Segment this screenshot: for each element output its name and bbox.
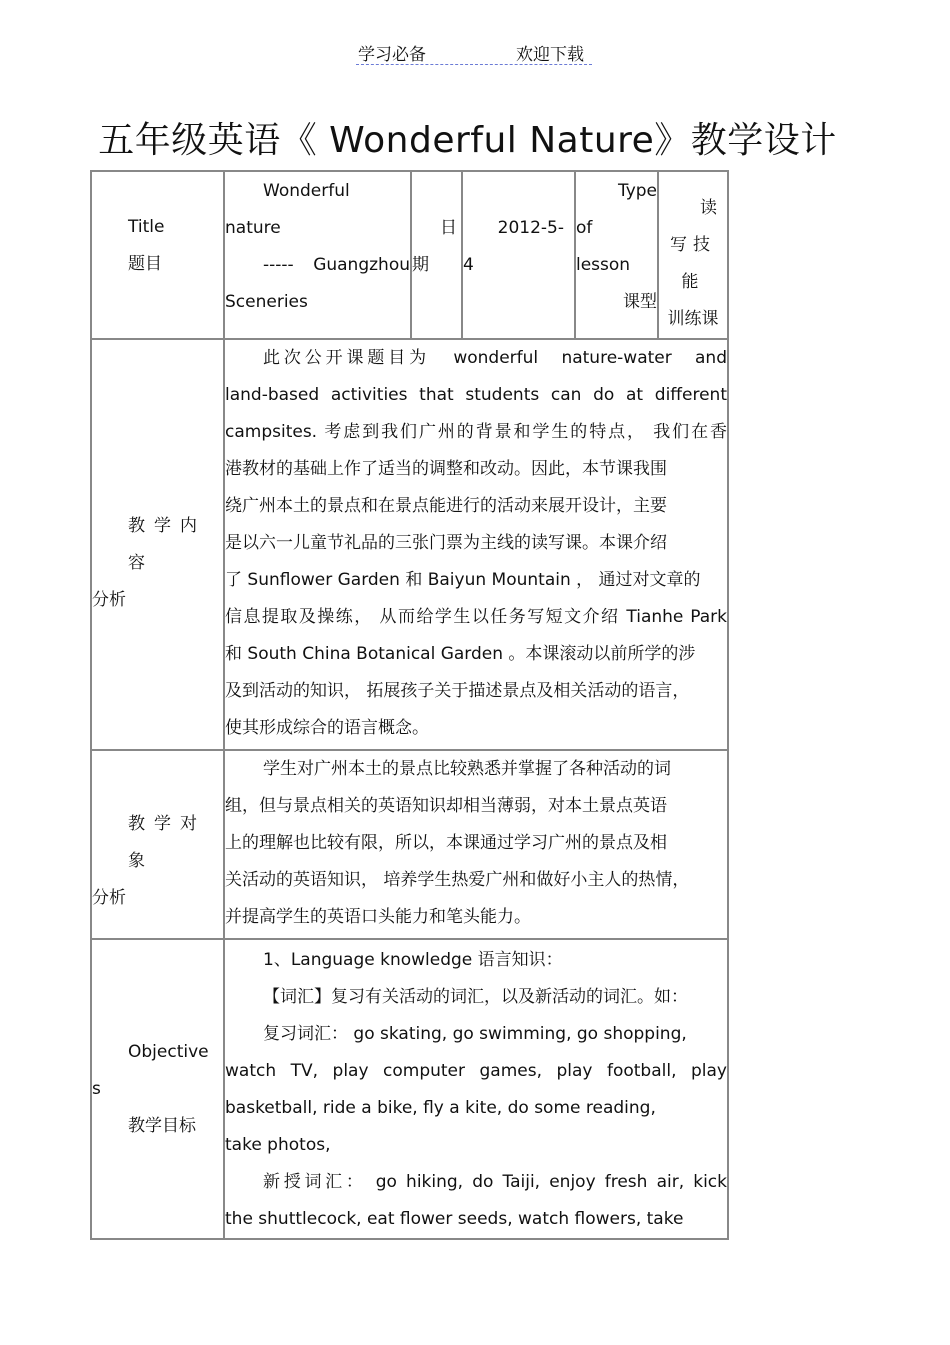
content-line: 和 South China Botanical Garden 。本课滚动以前所学的涉 xyxy=(225,644,696,664)
header-left-text: 学习必备 xyxy=(358,45,426,65)
student-analysis-label-1: 教学对象 xyxy=(128,814,206,871)
content-analysis-label-1: 教学内容 xyxy=(128,516,206,573)
date-label-top: 日 xyxy=(440,218,457,238)
student-line: 组，但与景点相关的英语知识却相当薄弱，对本土景点英语 xyxy=(225,796,667,816)
content-analysis-text-cell xyxy=(224,339,728,750)
date-value-cell xyxy=(462,171,575,339)
content-line: 了 Sunflower Garden 和 Baiyun Mountain ， 通过对文章的 xyxy=(225,570,701,590)
lesson-plan-table xyxy=(90,170,729,1240)
student-line: 上的理解也比较有限，所以，本课通过学习广州的景点及相 xyxy=(225,833,667,853)
content-line: land-based activities that students can do at different xyxy=(225,385,727,405)
content-line: 是以六一儿童节礼品的三张门票为主线的读写课。本课介绍 xyxy=(225,533,667,553)
date-value-top: 2012-5- xyxy=(497,218,564,238)
document-title: 五年级英语《 Wonderful Nature》教学设计 xyxy=(98,120,837,161)
topic-line-3 xyxy=(225,247,410,284)
table-row-student-analysis xyxy=(91,750,728,939)
type-label-line-1: Type xyxy=(617,181,657,201)
date-value-bottom: 4 xyxy=(463,255,474,275)
content-line: 此次公开课题目为 wonderful nature-water and xyxy=(263,348,727,368)
table-row-objectives xyxy=(91,939,728,1239)
type-label-line-2: of xyxy=(576,218,593,238)
student-line: 关活动的英语知识， 培养学生热爱广州和做好小主人的热情， xyxy=(225,870,690,890)
objective-line: take photos, xyxy=(225,1135,331,1155)
table-row-content-analysis xyxy=(91,339,728,750)
student-line: 并提高学生的英语口头能力和笔头能力。 xyxy=(225,907,531,927)
type-value-line-3: 训练课 xyxy=(667,309,719,329)
topic-city: Guangzhou xyxy=(313,255,410,275)
topic-cell xyxy=(224,171,411,339)
date-label-cell xyxy=(411,171,462,339)
content-line: 港教材的基础上作了适当的调整和改动。因此，本节课我围 xyxy=(225,459,667,479)
title-label-cn: 题目 xyxy=(128,254,162,274)
header-right-text: 欢迎下载 xyxy=(516,45,584,65)
objective-line: the shuttlecock, eat flower seeds, watch flowers, take xyxy=(225,1209,684,1229)
objective-line: 复习词汇： go skating, go swimming, go shopping, xyxy=(263,1024,687,1044)
topic-line-1: Wonderful xyxy=(263,181,350,201)
student-analysis-label-2: 分析 xyxy=(92,888,126,908)
topic-dashes: ----- xyxy=(263,255,294,275)
title-label-en: Title xyxy=(128,217,165,237)
type-label-line-3: lesson xyxy=(576,255,631,275)
topic-line-4: Sceneries xyxy=(225,292,308,312)
content-analysis-label-cell xyxy=(91,339,224,750)
type-label-cell xyxy=(575,171,658,339)
objective-line: 1、Language knowledge 语言知识： xyxy=(263,950,563,970)
content-line: campsites. 考虑到我们广州的背景和学生的特点， 我们在香 xyxy=(225,422,727,442)
objectives-label-3: 教学目标 xyxy=(128,1116,196,1136)
topic-line-2: nature xyxy=(225,218,281,238)
content-analysis-label-2: 分析 xyxy=(92,590,126,610)
page-header xyxy=(356,40,592,65)
objective-line: basketball, ride a bike, fly a kite, do some reading, xyxy=(225,1098,656,1118)
type-value-line-1: 读 xyxy=(700,198,717,218)
objectives-label-1: Objective xyxy=(128,1042,209,1062)
title-label-cell xyxy=(91,171,224,339)
content-line: 使其形成综合的语言概念。 xyxy=(225,718,429,738)
objectives-label-cell xyxy=(91,939,224,1239)
date-label-bottom: 期 xyxy=(412,255,429,275)
objective-line: 新授词汇： go hiking, do Taiji, enjoy fresh air, kick xyxy=(263,1172,727,1192)
table-row-title xyxy=(91,171,728,339)
content-line: 及到活动的知识， 拓展孩子关于描述景点及相关活动的语言， xyxy=(225,681,690,701)
objective-line: 【词汇】复习有关活动的词汇，以及新活动的词汇。如： xyxy=(263,987,688,1007)
objective-line: watch TV, play computer games, play football, play xyxy=(225,1061,727,1081)
type-value-line-2: 写技能 xyxy=(670,235,716,292)
objectives-label-2: s xyxy=(92,1079,101,1099)
content-line: 信息提取及操练， 从而给学生以任务写短文介绍 Tianhe Park xyxy=(225,607,727,627)
student-line: 学生对广州本土的景点比较熟悉并掌握了各种活动的词 xyxy=(263,759,671,779)
content-line: 绕广州本土的景点和在景点能进行的活动来展开设计，主要 xyxy=(225,496,667,516)
student-analysis-label-cell xyxy=(91,750,224,939)
objectives-text-cell xyxy=(224,939,728,1239)
student-analysis-text-cell xyxy=(224,750,728,939)
type-value-cell xyxy=(658,171,728,339)
type-label-line-4: 课型 xyxy=(623,292,657,312)
